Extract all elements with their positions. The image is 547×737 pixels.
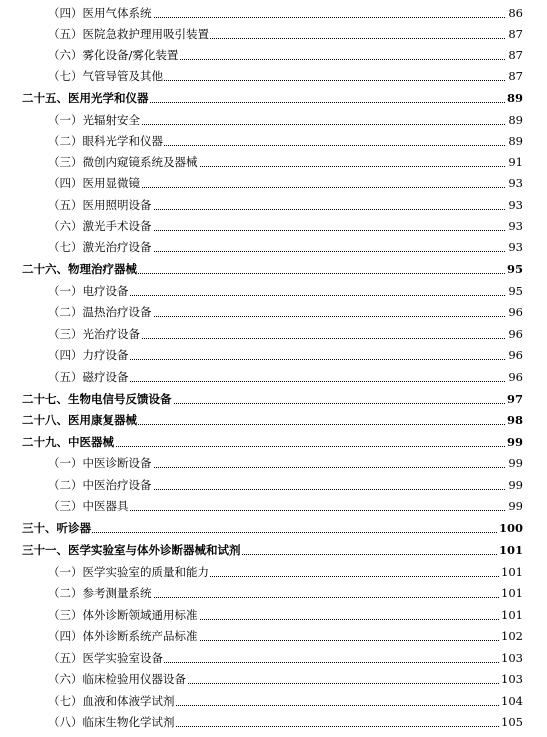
toc-entry-title: （八）临床生物化学试剂 bbox=[48, 712, 176, 732]
toc-entry-page: 87 bbox=[506, 45, 523, 65]
toc-entry-title: （六）临床检验用仪器设备 bbox=[48, 669, 187, 689]
toc-entry-page: 91 bbox=[506, 152, 523, 172]
toc-entry-page: 103 bbox=[499, 669, 523, 689]
toc-entry-page: 101 bbox=[499, 562, 523, 582]
toc-entry-page: 89 bbox=[506, 131, 523, 151]
toc-entry-page: 99 bbox=[506, 475, 523, 495]
toc-entry-page: 87 bbox=[506, 66, 523, 86]
toc-entry-page: 105 bbox=[499, 712, 523, 732]
toc-chapter[interactable] bbox=[0, 88, 547, 108]
toc-entry-title: （二）中医治疗设备 bbox=[48, 475, 153, 495]
toc-entry[interactable] bbox=[0, 24, 547, 44]
toc-entry-title: （四）医用显微镜 bbox=[48, 173, 141, 193]
toc-entry-page: 101 bbox=[499, 583, 523, 603]
toc-chapter-page: 100 bbox=[497, 518, 523, 538]
toc-entry-page: 93 bbox=[506, 195, 523, 215]
toc-chapter[interactable] bbox=[0, 259, 547, 279]
toc-entry[interactable] bbox=[0, 3, 547, 23]
toc-entry-title: （七）激光治疗设备 bbox=[48, 237, 153, 257]
toc-entry-title: （五）医院急救护理用吸引装置 bbox=[48, 24, 210, 44]
toc-entry-page: 99 bbox=[506, 453, 523, 473]
toc-entry-page: 86 bbox=[506, 3, 523, 23]
toc-entry-page: 104 bbox=[499, 691, 523, 711]
toc-chapter-page: 101 bbox=[497, 540, 523, 560]
toc-entry-title: （七）气管导管及其他 bbox=[48, 66, 164, 86]
toc-chapter[interactable] bbox=[0, 432, 547, 452]
toc-chapter-page: 99 bbox=[505, 432, 523, 452]
toc-chapter[interactable] bbox=[0, 389, 547, 409]
toc-entry-title: （四）体外诊断系统产品标准 bbox=[48, 626, 199, 646]
toc-chapter-page: 98 bbox=[505, 410, 523, 430]
toc-entry-title: （四）力疗设备 bbox=[48, 345, 130, 365]
toc-entry[interactable] bbox=[0, 453, 547, 473]
toc-entry[interactable] bbox=[0, 475, 547, 495]
toc-chapter[interactable] bbox=[0, 518, 547, 538]
toc-entry[interactable] bbox=[0, 605, 547, 625]
toc-entry-page: 95 bbox=[506, 281, 523, 301]
toc-entry[interactable] bbox=[0, 173, 547, 193]
toc-entry[interactable] bbox=[0, 324, 547, 344]
toc-chapter-title: 二十九、中医器械 bbox=[22, 432, 115, 452]
toc-entry-page: 103 bbox=[499, 648, 523, 668]
toc-chapter-title: 三十、听诊器 bbox=[22, 518, 92, 538]
toc-entry[interactable] bbox=[0, 237, 547, 257]
toc-entry[interactable] bbox=[0, 345, 547, 365]
toc-entry[interactable] bbox=[0, 626, 547, 646]
toc-chapter-page: 89 bbox=[505, 88, 523, 108]
toc-entry[interactable] bbox=[0, 302, 547, 322]
toc-entry-title: （一）医学实验室的质量和能力 bbox=[48, 562, 210, 582]
toc-entry-title: （三）微创内窥镜系统及器械 bbox=[48, 152, 199, 172]
toc-chapter[interactable] bbox=[0, 410, 547, 430]
toc-entry-title: （六）激光手术设备 bbox=[48, 216, 153, 236]
toc-chapter-title: 二十六、物理治疗器械 bbox=[22, 259, 138, 279]
toc-entry-page: 93 bbox=[506, 173, 523, 193]
toc-entry[interactable] bbox=[0, 45, 547, 65]
toc-entry-page: 99 bbox=[506, 496, 523, 516]
toc-entry-title: （三）中医器具 bbox=[48, 496, 130, 516]
toc-entry[interactable] bbox=[0, 562, 547, 582]
toc-entry-page: 101 bbox=[499, 605, 523, 625]
toc-entry-page: 93 bbox=[506, 216, 523, 236]
toc-entry-title: （四）医用气体系统 bbox=[48, 3, 153, 23]
toc-entry[interactable] bbox=[0, 216, 547, 236]
toc-entry-title: （一）中医诊断设备 bbox=[48, 453, 153, 473]
toc-entry-page: 96 bbox=[506, 367, 523, 387]
toc-entry-title: （五）磁疗设备 bbox=[48, 367, 130, 387]
toc-entry-page: 96 bbox=[506, 324, 523, 344]
toc-chapter-title: 二十八、医用康复器械 bbox=[22, 410, 138, 430]
toc-entry-page: 93 bbox=[506, 237, 523, 257]
toc-entry[interactable] bbox=[0, 583, 547, 603]
toc-entry-title: （六）雾化设备/雾化装置 bbox=[48, 45, 179, 65]
toc-entry-title: （五）医学实验室设备 bbox=[48, 648, 164, 668]
toc-entry-page: 96 bbox=[506, 302, 523, 322]
toc-chapter-page: 97 bbox=[505, 389, 523, 409]
toc-entry-title: （一）光辐射安全 bbox=[48, 110, 141, 130]
toc-entry[interactable] bbox=[0, 195, 547, 215]
toc-entry[interactable] bbox=[0, 66, 547, 86]
toc-entry-title: （二）眼科光学和仪器 bbox=[48, 131, 164, 151]
toc-entry[interactable] bbox=[0, 712, 547, 732]
toc-entry-title: （三）光治疗设备 bbox=[48, 324, 141, 344]
toc-entry-title: （二）温热治疗设备 bbox=[48, 302, 153, 322]
toc-entry[interactable] bbox=[0, 496, 547, 516]
toc-entry[interactable] bbox=[0, 281, 547, 301]
toc-chapter-title: 三十一、医学实验室与体外诊断器械和试剂 bbox=[22, 540, 242, 560]
dot-leader bbox=[30, 532, 519, 533]
toc-entry[interactable] bbox=[0, 669, 547, 689]
toc-entry-title: （三）体外诊断领域通用标准 bbox=[48, 605, 199, 625]
toc-entry-title: （二）参考测量系统 bbox=[48, 583, 153, 603]
toc-chapter-page: 95 bbox=[505, 259, 523, 279]
toc-entry-page: 87 bbox=[506, 24, 523, 44]
toc-entry[interactable] bbox=[0, 152, 547, 172]
toc-entry[interactable] bbox=[0, 367, 547, 387]
toc-entry[interactable] bbox=[0, 691, 547, 711]
toc-entry-page: 102 bbox=[499, 626, 523, 646]
toc-entry-page: 89 bbox=[506, 110, 523, 130]
toc-chapter[interactable] bbox=[0, 540, 547, 560]
toc-entry[interactable] bbox=[0, 110, 547, 130]
toc-chapter-title: 二十五、医用光学和仪器 bbox=[22, 88, 150, 108]
toc-entry[interactable] bbox=[0, 131, 547, 151]
toc-chapter-title: 二十七、生物电信号反馈设备 bbox=[22, 389, 173, 409]
toc-entry-title: （一）电疗设备 bbox=[48, 281, 130, 301]
toc-entry-title: （七）血液和体液学试剂 bbox=[48, 691, 176, 711]
toc-entry[interactable] bbox=[0, 648, 547, 668]
toc-entry-page: 96 bbox=[506, 345, 523, 365]
toc-entry-title: （五）医用照明设备 bbox=[48, 195, 153, 215]
